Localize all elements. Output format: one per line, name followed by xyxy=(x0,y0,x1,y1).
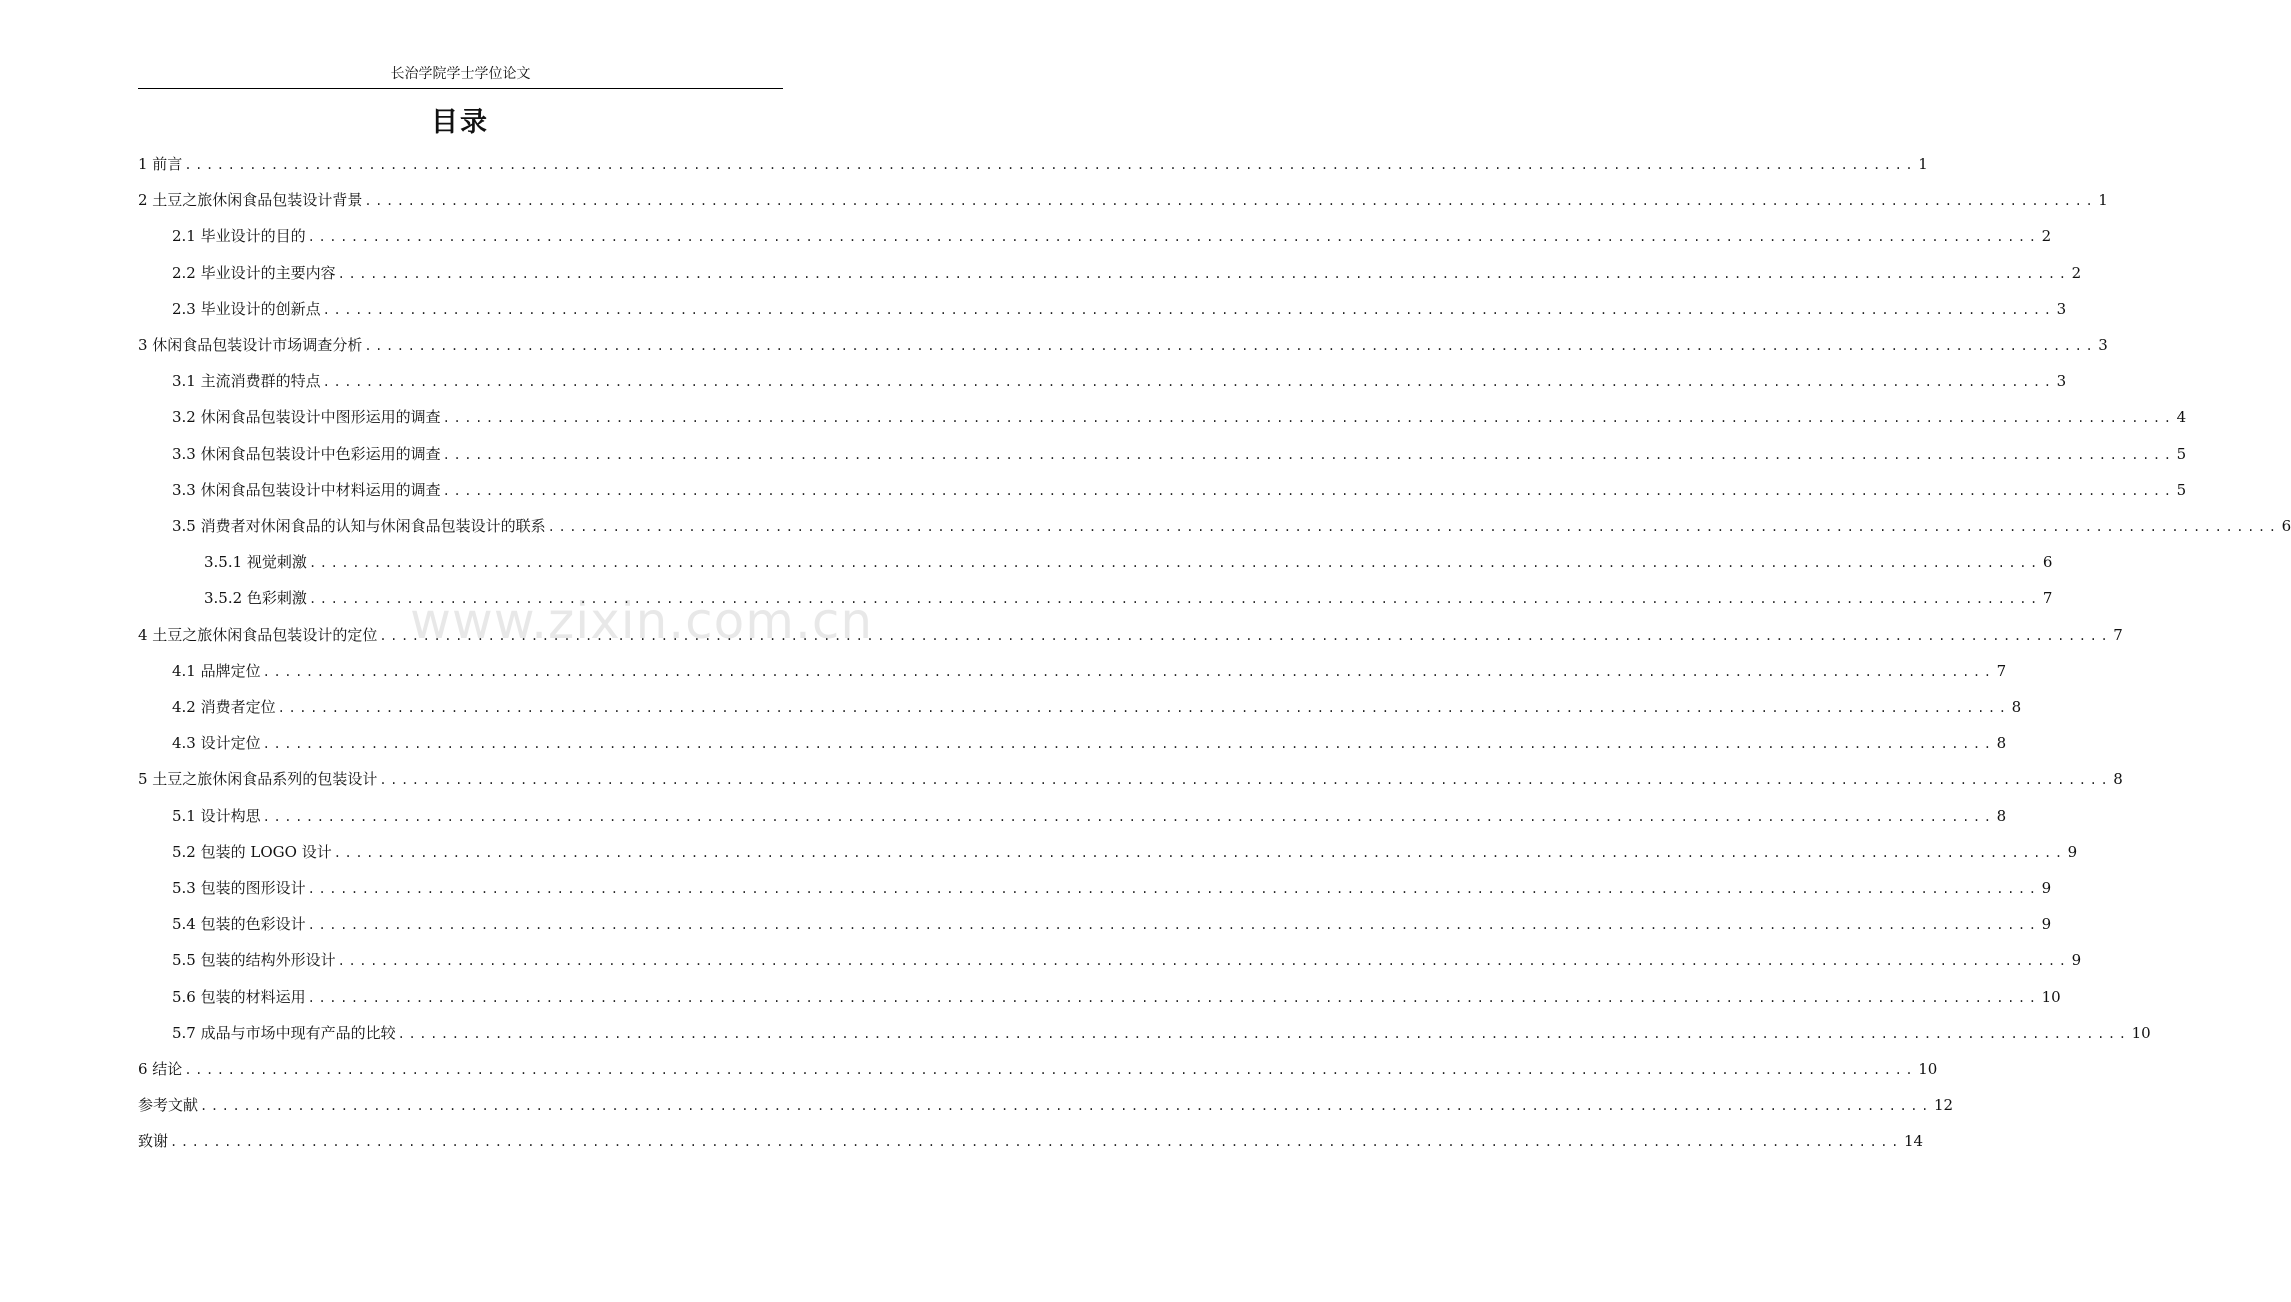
toc-entry[interactable] xyxy=(138,331,2108,355)
toc-entry[interactable] xyxy=(138,1055,1938,1079)
toc-leader-dots: ................................................................................................................................................................ xyxy=(308,556,2041,570)
toc-entry-label: 3 休闲食品包装设计市场调查分析 xyxy=(138,336,363,354)
toc-entry-label: 参考文献 xyxy=(138,1096,199,1114)
toc-leader-dots: ................................................................................................................................................................ xyxy=(379,629,2112,643)
toc-entry-page: 3 xyxy=(2098,336,2108,354)
toc-entry[interactable] xyxy=(172,295,2067,319)
toc-entry-label: 1 前言 xyxy=(138,155,183,173)
toc-entry-label: 5.2 包装的 LOGO 设计 xyxy=(172,843,332,861)
toc-entry-label: 2.2 毕业设计的主要内容 xyxy=(172,264,336,282)
toc-leader-dots: ................................................................................................................................................................ xyxy=(170,1135,1902,1149)
toc-leader-dots: ................................................................................................................................................................ xyxy=(322,375,2055,389)
toc-leader-dots: ................................................................................................................................................................ xyxy=(442,484,2175,498)
toc-leader-dots: ................................................................................................................................................................ xyxy=(442,411,2175,425)
toc-entry-page: 3 xyxy=(2056,372,2067,390)
toc-entry[interactable] xyxy=(172,512,2291,536)
toc-entry[interactable] xyxy=(172,259,2082,283)
toc-entry-page: 10 xyxy=(1918,1060,1938,1078)
toc-entry-label: 6 结论 xyxy=(138,1060,183,1078)
toc-entry[interactable] xyxy=(172,1019,2151,1043)
toc-entry-label: 5 土豆之旅休闲食品系列的包装设计 xyxy=(138,770,378,788)
toc-leader-dots: ................................................................................................................................................................ xyxy=(184,158,1917,172)
toc-leader-dots: ................................................................................................................................................................ xyxy=(379,773,2112,787)
toc-entry-page: 8 xyxy=(2011,698,2022,716)
toc-leader-dots: ................................................................................................................................................................ xyxy=(200,1099,1932,1113)
toc-entry-page: 5 xyxy=(2176,481,2187,499)
running-header: 长治学院学士学位论文 xyxy=(390,66,531,82)
toc-leader-dots: ................................................................................................................................................................ xyxy=(364,339,2097,353)
toc-entry-page: 2 xyxy=(2071,264,2082,282)
toc-entry-page: 8 xyxy=(1996,734,2007,752)
toc-entry[interactable] xyxy=(172,657,2007,681)
toc-entry[interactable] xyxy=(138,150,1928,174)
toc-entry[interactable] xyxy=(172,983,2061,1007)
toc-entry-label: 2.3 毕业设计的创新点 xyxy=(172,300,321,318)
toc-entry-page: 3 xyxy=(2056,300,2067,318)
toc-entry-page: 9 xyxy=(2067,843,2078,861)
toc-entry[interactable] xyxy=(172,403,2187,427)
toc-entry[interactable] xyxy=(172,367,2067,391)
toc-entry-label: 3.1 主流消费群的特点 xyxy=(172,372,321,390)
toc-entry-label: 4 土豆之旅休闲食品包装设计的定位 xyxy=(138,626,378,644)
toc-entry-page: 7 xyxy=(2042,589,2053,607)
toc-entry[interactable] xyxy=(172,693,2022,717)
toc-entry[interactable] xyxy=(172,222,2052,246)
toc-entry[interactable] xyxy=(138,1127,1924,1151)
toc-leader-dots: ................................................................................................................................................................ xyxy=(184,1063,1917,1077)
toc-leader-dots: ................................................................................................................................................................ xyxy=(308,592,2041,606)
toc-entry[interactable] xyxy=(172,838,2078,862)
toc-entry-label: 4.3 设计定位 xyxy=(172,734,261,752)
page-title: 目录 xyxy=(431,107,489,138)
toc-entry-page: 10 xyxy=(2131,1024,2151,1042)
toc-entry[interactable] xyxy=(172,802,2007,826)
toc-entry[interactable] xyxy=(138,765,2123,789)
toc-entry[interactable] xyxy=(138,186,2108,210)
toc-entry-page: 1 xyxy=(2098,191,2108,209)
toc-entry-label: 5.4 包装的色彩设计 xyxy=(172,915,306,933)
toc-leader-dots: ................................................................................................................................................................ xyxy=(442,448,2175,462)
toc-entry-page: 4 xyxy=(2176,408,2187,426)
toc-entry-page: 7 xyxy=(2113,626,2123,644)
toc-entry-page: 2 xyxy=(2041,227,2052,245)
toc-entry-label: 5.5 包装的结构外形设计 xyxy=(172,951,336,969)
toc-entry-label: 5.6 包装的材料运用 xyxy=(172,988,306,1006)
toc-leader-dots: ................................................................................................................................................................ xyxy=(262,665,1995,679)
toc-leader-dots: ................................................................................................................................................................ xyxy=(397,1027,2130,1041)
toc-entry[interactable] xyxy=(172,476,2187,500)
toc-leader-dots: ................................................................................................................................................................ xyxy=(364,194,2097,208)
toc-entry[interactable] xyxy=(138,621,2123,645)
toc-entry[interactable] xyxy=(204,584,2053,608)
toc-leader-dots: ................................................................................................................................................................ xyxy=(307,230,2040,244)
toc-entry-page: 14 xyxy=(1903,1132,1924,1150)
toc-entry-page: 8 xyxy=(1996,807,2007,825)
toc-entry-page: 9 xyxy=(2041,915,2052,933)
toc-leader-dots: ................................................................................................................................................................ xyxy=(262,810,1995,824)
toc-leader-dots: ................................................................................................................................................................ xyxy=(333,846,2066,860)
toc-entry-label: 4.1 品牌定位 xyxy=(172,662,261,680)
toc-entry-label: 3.2 休闲食品包装设计中图形运用的调查 xyxy=(172,408,441,426)
toc-entry-label: 5.7 成品与市场中现有产品的比较 xyxy=(172,1024,396,1042)
toc-entry-page: 9 xyxy=(2071,951,2082,969)
toc-leader-dots: ................................................................................................................................................................ xyxy=(547,520,2280,534)
toc-leader-dots: ................................................................................................................................................................ xyxy=(262,737,1995,751)
toc-entry[interactable] xyxy=(172,440,2187,464)
watermark: www.zixin.com.cn xyxy=(410,592,874,650)
toc-entry-label: 5.1 设计构思 xyxy=(172,807,261,825)
toc-entry-label: 4.2 消费者定位 xyxy=(172,698,276,716)
toc-entry-page: 8 xyxy=(2113,770,2123,788)
toc-entry[interactable] xyxy=(138,1091,1954,1115)
toc-entry[interactable] xyxy=(172,874,2052,898)
toc-entry-label: 3.3 休闲食品包装设计中材料运用的调查 xyxy=(172,481,441,499)
toc-entry-label: 3.5.2 色彩刺激 xyxy=(204,589,307,607)
toc-leader-dots: ................................................................................................................................................................ xyxy=(337,267,2070,281)
toc-entry-page: 7 xyxy=(1996,662,2007,680)
toc-entry-page: 5 xyxy=(2176,445,2187,463)
toc-entry-label: 致谢 xyxy=(138,1132,169,1150)
toc-entry-label: 2.1 毕业设计的目的 xyxy=(172,227,306,245)
toc-leader-dots: ................................................................................................................................................................ xyxy=(307,991,2040,1005)
toc-entry-page: 9 xyxy=(2041,879,2052,897)
toc-entry-label: 3.5.1 视觉刺激 xyxy=(204,553,307,571)
toc-leader-dots: ................................................................................................................................................................ xyxy=(322,303,2055,317)
toc-leader-dots: ................................................................................................................................................................ xyxy=(277,701,2010,715)
toc-entry[interactable] xyxy=(172,910,2052,934)
toc-leader-dots: ................................................................................................................................................................ xyxy=(307,918,2040,932)
toc-leader-dots: ................................................................................................................................................................ xyxy=(337,954,2070,968)
toc-leader-dots: ................................................................................................................................................................ xyxy=(307,882,2040,896)
toc-entry-label: 3.3 休闲食品包装设计中色彩运用的调查 xyxy=(172,445,441,463)
toc-entry-page: 6 xyxy=(2281,517,2291,535)
toc-entry-page: 12 xyxy=(1933,1096,1954,1114)
toc-entry-label: 3.5 消费者对休闲食品的认知与休闲食品包装设计的联系 xyxy=(172,517,546,535)
toc-entry-page: 1 xyxy=(1918,155,1928,173)
toc-entry-label: 5.3 包装的图形设计 xyxy=(172,879,306,897)
toc-entry-label: 2 土豆之旅休闲食品包装设计背景 xyxy=(138,191,363,209)
toc-entry[interactable] xyxy=(172,946,2082,970)
toc-entry[interactable] xyxy=(204,548,2053,572)
toc-entry-page: 10 xyxy=(2041,988,2061,1006)
toc-entry-page: 6 xyxy=(2042,553,2053,571)
toc-entry[interactable] xyxy=(172,729,2007,753)
